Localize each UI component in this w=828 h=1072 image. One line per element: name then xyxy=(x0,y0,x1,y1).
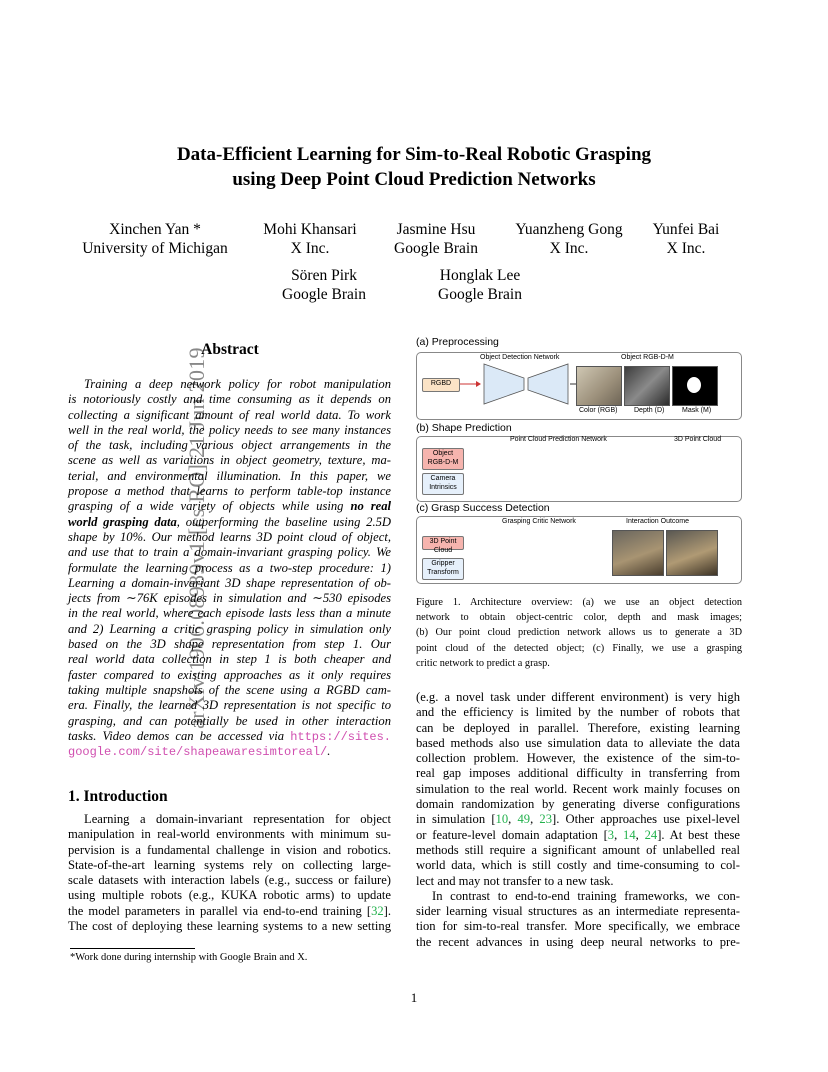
text-line: is notoriously costly and time consuming as it depends on xyxy=(68,392,391,407)
panel-label-a: (a) Preprocessing xyxy=(416,336,499,348)
text-line: tion for sim-to-real transfer. More specifically, we embrace xyxy=(416,919,740,934)
text-line: real world data collection in step 1 is both cheaper and xyxy=(68,652,391,667)
text-line: domain randomization by generating diverse configurations xyxy=(416,797,740,812)
text-line: and use that to train a domain-invariant grasping policy. We xyxy=(68,545,391,560)
author-name: Mohi Khansari xyxy=(263,221,357,238)
text-line: world data, which is still costly and time-consuming to col- xyxy=(416,858,740,873)
text-segment: the model parameters in parallel via end-to-end training [ xyxy=(68,903,372,918)
network-label: Point Cloud Prediction Network xyxy=(510,436,607,443)
author-name: Xinchen Yan * xyxy=(109,221,201,238)
arrow-icon xyxy=(476,381,481,387)
text-line: manipulation in real-world environments with minimum su- xyxy=(68,827,391,842)
author-name: Honglak Lee xyxy=(439,267,521,284)
author-affiliation: X Inc. xyxy=(549,240,589,257)
citation-link[interactable]: 24 xyxy=(644,827,658,842)
text-line: collection problem. However, the existence of the sim-to- xyxy=(416,751,740,766)
text-line: using multiple robots (e.g., KUKA robotic arms) to update xyxy=(68,888,391,903)
text-line: the recent advances in using deep neural networks to pre- xyxy=(416,934,740,949)
text-line: Learning a domain-invariant representation for object xyxy=(84,812,391,826)
box-label: RGB-D-M xyxy=(427,459,459,466)
text-line: based methods also use simulation data to alleviate the data xyxy=(416,735,740,750)
image-caption: Depth (D) xyxy=(634,407,665,414)
author-block xyxy=(70,220,240,258)
text-line: shape by 10%. Our method learns 3D point cloud of object, xyxy=(68,529,391,544)
point-cloud-input-box: 3D Point Cloud xyxy=(422,536,464,550)
image-caption: Mask (M) xyxy=(682,407,712,414)
output-label: Interaction Outcome xyxy=(626,518,690,525)
page-number: 1 xyxy=(410,990,418,1005)
text-line: grasping, and can potentially be used in other interaction xyxy=(68,713,391,728)
abstract-body xyxy=(68,377,391,759)
text-line: simulation to the real world. Recent work mainly focuses on xyxy=(416,781,740,796)
author-block xyxy=(264,266,384,304)
citation-link[interactable]: 3 xyxy=(607,827,615,842)
text-line: taking multiple snapshots of the scene using a RGBD cam- xyxy=(68,682,391,697)
text-line: (e.g. a novel task under different environment) is very high xyxy=(416,690,740,704)
output-label: Object RGB-D-M xyxy=(621,354,674,361)
color-rgb-image xyxy=(576,366,622,406)
author-name: Yunfei Bai xyxy=(652,221,720,238)
text-segment: ]. xyxy=(383,903,391,918)
output-label: 3D Point Cloud xyxy=(674,436,722,443)
encoder-shape xyxy=(484,364,524,404)
citation-link[interactable]: 14 xyxy=(623,827,636,842)
author-name: Sören Pirk xyxy=(291,267,357,284)
author-affiliation: X Inc. xyxy=(290,240,330,257)
bold-phrase: no real xyxy=(350,499,391,514)
citation-link[interactable]: 49 xyxy=(517,812,531,827)
footnote-rule xyxy=(70,948,195,949)
box-label: Transform xyxy=(427,569,459,576)
bold-phrase: world grasping data xyxy=(68,514,177,529)
text-line xyxy=(68,515,391,530)
text-segment: ]. At best these xyxy=(657,827,741,842)
text-line: and 2) Learning a critic grasping policy in simulation only xyxy=(68,621,391,636)
right-column-body xyxy=(416,690,740,950)
text-line: collecting a significant amount of real world data. To work xyxy=(68,407,391,422)
box-label: Intrinsics xyxy=(429,484,457,491)
network-label: Object Detection Network xyxy=(480,354,560,361)
author-block xyxy=(504,220,634,258)
section-heading-introduction: 1. Introduction xyxy=(68,788,168,805)
figure-caption xyxy=(416,595,742,671)
author-block xyxy=(420,266,540,304)
text-line: can be deployed in parallel. Therefore, existing learning xyxy=(416,720,740,735)
text-line xyxy=(68,744,391,759)
text-line: well in the real world, the policy needs to see many instances xyxy=(68,422,391,437)
text-line: pervision is a fundamental challenge in vision and robotics. xyxy=(68,842,391,857)
box-label: Camera xyxy=(430,475,456,482)
text-line: lect and may not transfer to a new task. xyxy=(416,873,614,888)
text-segment: grasping of a wide variety of objects while using xyxy=(68,499,344,514)
author-block xyxy=(380,220,492,258)
panel-label-b: (b) Shape Prediction xyxy=(416,422,512,434)
author-name: Yuanzheng Gong xyxy=(515,221,623,238)
text-segment: tasks. Video demos can be accessed via xyxy=(68,728,285,743)
text-line: Training a deep network policy for robot manipulation xyxy=(84,377,391,391)
interaction-outcome-image-2 xyxy=(666,530,718,576)
text-line: in the real world, where each episode lasts less than a minute xyxy=(68,606,391,621)
figure-1-architecture xyxy=(416,336,742,586)
text-line: in simulation [10, 49, 23]. Other approaches use pixel-level xyxy=(416,812,741,827)
footnote: *Work done during internship with Google Brain and X. xyxy=(70,952,308,963)
panel-label-c: (c) Grasp Success Detection xyxy=(416,502,550,514)
text-line: sider learning visual structures as an intermediate representa- xyxy=(416,904,740,919)
text-line: era. Finally, the learned 3D representation is not specific to xyxy=(68,698,391,713)
citation-link[interactable]: 23 xyxy=(539,812,552,827)
caption-line: network to obtain object-centric color, depth and mask images; xyxy=(416,612,742,624)
box-label: Object xyxy=(432,450,454,457)
text-segment: in simulation [ xyxy=(416,812,496,827)
author-affiliation: Google Brain xyxy=(282,286,366,303)
decoder-shape xyxy=(528,364,568,404)
text-segment: ]. Other approaches use pixel-level xyxy=(552,812,741,827)
text-line: In contrast to end-to-end training frameworks, we con- xyxy=(432,888,740,903)
citation-link[interactable]: 10 xyxy=(495,812,509,827)
text-line: The cost of deploying these learning systems to a new setting xyxy=(68,919,391,934)
caption-line: critic network to predict a grasp. xyxy=(416,657,550,669)
rgbd-input-box: RGBD xyxy=(422,378,460,392)
text-line: scene as well as variations in object geometry, texture, ma- xyxy=(68,453,391,468)
text-line: State-of-the-art learning systems rely on collecting large- xyxy=(68,857,391,872)
box-label: Gripper xyxy=(431,560,455,567)
network-label: Grasping Critic Network xyxy=(502,518,576,525)
author-affiliation: Google Brain xyxy=(438,286,522,303)
gripper-transform-box xyxy=(422,558,464,580)
author-affiliation: Google Brain xyxy=(394,240,478,257)
text-segment: or feature-level domain adaptation [ xyxy=(416,827,608,842)
text-line: jects from ∼76K episodes in simulation and ∼530 episodes xyxy=(68,591,391,606)
text-line: faster compared to existing approaches as it only requires xyxy=(68,667,391,682)
mask-image xyxy=(672,366,718,406)
text-line: of the task, including various object arrangements in the xyxy=(68,438,391,453)
text-line: propose a method that learns to perform table-top instance xyxy=(68,484,391,499)
author-affiliation: X Inc. xyxy=(666,240,706,257)
caption-line: point cloud of the detected object; (c) Finally, we use a grasping xyxy=(416,642,742,654)
image-caption: Color (RGB) xyxy=(579,407,618,414)
text-line: methods still require a significant amount of unlabelled real xyxy=(416,842,740,857)
author-affiliation: University of Michigan xyxy=(82,240,228,257)
text-line: based on the 3D shape representation from step 1. Our xyxy=(68,637,391,652)
abstract-heading: Abstract xyxy=(201,341,259,358)
text-segment: . xyxy=(327,744,331,759)
text-line: Learning a domain-invariant 3D shape representation of ob- xyxy=(68,575,391,590)
caption-line: Figure 1. Architecture overview: (a) we use an object detection xyxy=(416,597,742,608)
camera-intrinsics-box xyxy=(422,473,464,495)
object-rgbdm-box xyxy=(422,448,464,470)
author-block xyxy=(646,220,726,258)
text-line xyxy=(68,904,391,919)
text-line: real gap imposes additional difficulty in transferring from xyxy=(416,766,740,781)
demo-link[interactable]: google.com/site/shapeawaresimtoreal/ xyxy=(68,745,328,760)
text-line: terial, and environmental illumination. In this paper, we xyxy=(68,468,391,483)
title-line-2: using Deep Point Cloud Prediction Networks xyxy=(232,169,596,190)
interaction-outcome-image-1 xyxy=(612,530,664,576)
paper-title xyxy=(0,142,828,192)
text-line xyxy=(68,499,391,514)
text-line: and the efficiency is limited by the number of robots that xyxy=(416,705,740,720)
caption-line: (b) Our point cloud prediction network allows us to generate a 3D xyxy=(416,627,742,639)
arxiv-sidebar-id: arXiv:1906.08989v1 [cs.RO] 21 Jun 2019 xyxy=(184,347,209,729)
text-line xyxy=(68,729,391,744)
text-segment: , outperforming the baseline using 2.5D xyxy=(176,514,391,529)
title-line-1: Data-Efficient Learning for Sim-to-Real Robotic Grasping xyxy=(176,144,652,165)
demo-link[interactable]: https://sites. xyxy=(290,729,392,744)
shape-prediction-panel xyxy=(416,436,742,502)
introduction-body xyxy=(68,812,391,934)
author-name: Jasmine Hsu xyxy=(396,221,476,238)
text-line: or feature-level domain adaptation [3, 14, 24]. At best these xyxy=(416,827,741,842)
author-block xyxy=(250,220,370,258)
text-line: formulate the learning process as a two-step procedure: 1) xyxy=(68,560,391,575)
citation-link[interactable]: 32 xyxy=(371,903,384,918)
depth-image xyxy=(624,366,670,406)
text-line: scale datasets with interaction labels (e.g., success or failure) xyxy=(68,873,391,888)
